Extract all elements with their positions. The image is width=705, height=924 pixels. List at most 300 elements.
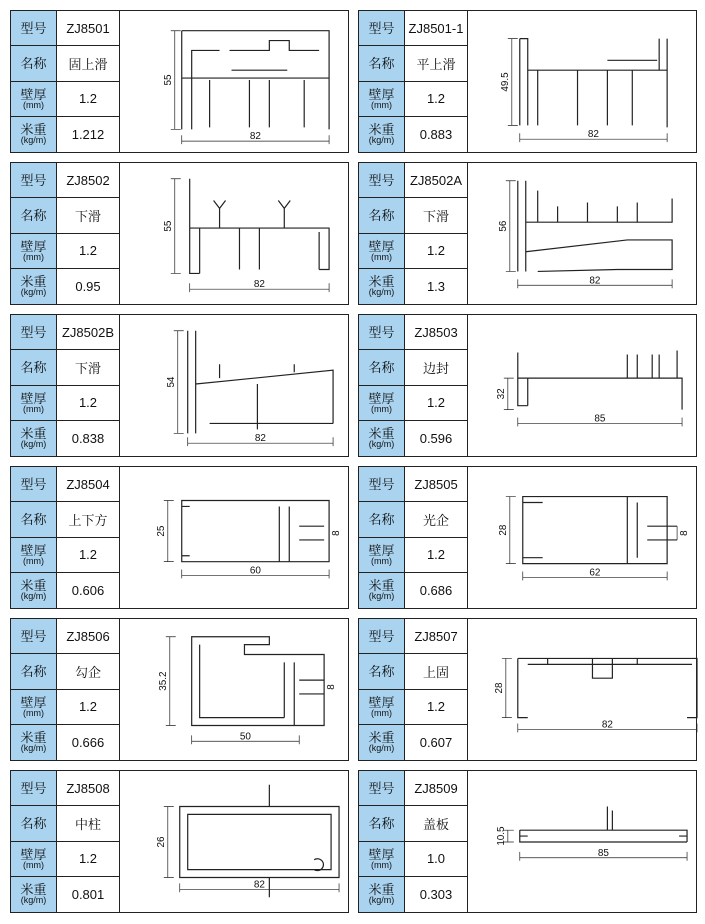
- width-dimension-label: 50: [239, 731, 251, 743]
- height-dimension-label: 56: [497, 220, 509, 232]
- weight-row: [11, 421, 119, 456]
- thickness-row: [359, 842, 467, 877]
- thickness-unit: (mm): [23, 251, 44, 262]
- profile-drawing: [119, 467, 350, 608]
- weight-value: 1.3: [426, 278, 446, 294]
- weight-row: [11, 725, 119, 760]
- weight-value: 0.666: [71, 734, 105, 750]
- profile-drawing: [119, 619, 350, 760]
- name-row: [359, 654, 467, 689]
- model-row: [11, 619, 119, 654]
- name-value: 固上滑: [68, 56, 108, 72]
- weight-label-cell: [359, 269, 405, 304]
- name-label: 名称: [368, 663, 395, 679]
- weight-label-cell: [359, 877, 405, 912]
- profile-section-drawing: [120, 771, 350, 912]
- profile-section-drawing: [468, 11, 698, 152]
- width-dimension-label: 82: [253, 279, 265, 291]
- weight-value: 0.686: [419, 582, 453, 598]
- thickness-row: [11, 690, 119, 725]
- name-value: 勾企: [74, 664, 101, 680]
- spec-table: [359, 315, 467, 456]
- thickness-label-cell: [359, 82, 405, 116]
- thickness-unit: (mm): [23, 403, 44, 414]
- profile-section-drawing: [468, 467, 698, 608]
- thickness-row: [359, 82, 467, 117]
- thickness-label-cell: [11, 386, 57, 420]
- model-label-cell: [359, 771, 405, 805]
- weight-row: [11, 877, 119, 912]
- model-row: [359, 771, 467, 806]
- model-label: 型号: [20, 324, 47, 340]
- profile-drawing: [119, 11, 350, 152]
- model-label: 型号: [368, 476, 395, 492]
- profile-card-zj8504: [10, 466, 349, 609]
- name-value: 上下方: [68, 512, 108, 528]
- profile-section-drawing: [120, 619, 350, 760]
- model-label: 型号: [20, 780, 47, 796]
- model-label-cell: [359, 315, 405, 349]
- thickness-label: 壁厚: [368, 542, 395, 558]
- name-value: 盖板: [422, 816, 449, 832]
- weight-unit: (kg/m): [368, 287, 395, 298]
- model-value: ZJ8501-1: [408, 20, 464, 36]
- profile-drawing: [467, 619, 698, 760]
- weight-row: [11, 573, 119, 608]
- name-label-cell: [359, 198, 405, 232]
- name-label: 名称: [368, 815, 395, 831]
- model-label-cell: [11, 11, 57, 45]
- thickness-value: 1.0: [426, 851, 446, 867]
- weight-label-cell: [359, 117, 405, 152]
- spec-table: [359, 163, 467, 304]
- name-label-cell: [11, 806, 57, 840]
- weight-row: [11, 117, 119, 152]
- spec-table: [359, 11, 467, 152]
- name-row: [359, 198, 467, 233]
- model-value: ZJ8502: [66, 172, 110, 188]
- name-label: 名称: [368, 207, 395, 223]
- thickness-value: 1.2: [78, 395, 98, 411]
- weight-label: 米重: [368, 274, 395, 290]
- weight-unit: (kg/m): [368, 439, 395, 450]
- thickness-unit: (mm): [371, 707, 392, 718]
- profile-outline: [518, 181, 672, 272]
- profile-card-zj8509: [358, 770, 697, 913]
- thickness-label-cell: [11, 690, 57, 724]
- model-label-cell: [359, 11, 405, 45]
- profile-section-drawing: [468, 771, 698, 912]
- profile-card-zj8507: [358, 618, 697, 761]
- name-value: 上固: [422, 664, 449, 680]
- weight-value: 0.883: [419, 126, 453, 142]
- height-dimension-label: 10.5: [495, 826, 507, 846]
- profile-outline: [523, 497, 677, 564]
- height-dimension-label: 54: [165, 376, 177, 388]
- thickness-value: 1.2: [78, 547, 98, 563]
- model-value: ZJ8503: [414, 324, 458, 340]
- weight-label-cell: [359, 421, 405, 456]
- thickness-unit: (mm): [371, 859, 392, 870]
- thickness-row: [11, 842, 119, 877]
- thickness-label: 壁厚: [368, 694, 395, 710]
- thickness-label-cell: [11, 234, 57, 268]
- weight-label-cell: [11, 725, 57, 760]
- thickness-row: [359, 386, 467, 421]
- name-label: 名称: [368, 55, 395, 71]
- name-value: 边封: [422, 360, 449, 376]
- thickness-label-cell: [359, 386, 405, 420]
- name-label: 名称: [20, 359, 47, 375]
- spec-table: [11, 163, 119, 304]
- name-label: 名称: [20, 207, 47, 223]
- weight-unit: (kg/m): [20, 895, 47, 906]
- name-value: 下滑: [74, 208, 101, 224]
- model-label: 型号: [20, 172, 47, 188]
- profile-drawing: [119, 771, 350, 912]
- thickness-unit: (mm): [371, 99, 392, 110]
- height-dimension-label: 25: [155, 525, 167, 537]
- weight-label: 米重: [20, 578, 47, 594]
- profile-drawing: [467, 467, 698, 608]
- name-label-cell: [359, 46, 405, 80]
- width-dimension-label: 62: [589, 567, 601, 579]
- profile-outline: [182, 501, 329, 562]
- profile-card-zj8505: [358, 466, 697, 609]
- thickness-value: 1.2: [78, 243, 98, 259]
- thickness-label: 壁厚: [20, 86, 47, 102]
- profile-card-zj8501-1: [358, 10, 697, 153]
- name-label-cell: [11, 350, 57, 384]
- model-value: ZJ8502A: [409, 172, 463, 188]
- name-value: 中柱: [74, 816, 101, 832]
- name-label: 名称: [368, 359, 395, 375]
- weight-row: [359, 573, 467, 608]
- thickness-unit: (mm): [371, 555, 392, 566]
- weight-unit: (kg/m): [368, 743, 395, 754]
- thickness-label: 壁厚: [20, 694, 47, 710]
- weight-unit: (kg/m): [20, 439, 47, 450]
- name-row: [359, 46, 467, 81]
- name-label-cell: [11, 46, 57, 80]
- profile-section-drawing: [120, 315, 350, 456]
- spec-table: [359, 771, 467, 912]
- spec-table: [11, 11, 119, 152]
- model-label-cell: [11, 619, 57, 653]
- weight-label: 米重: [368, 882, 395, 898]
- thickness-unit: (mm): [23, 555, 44, 566]
- weight-label-cell: [11, 877, 57, 912]
- name-row: [11, 806, 119, 841]
- profile-drawing: [467, 315, 698, 456]
- name-label-cell: [359, 502, 405, 536]
- profile-drawing: [119, 315, 350, 456]
- model-value: ZJ8502B: [61, 324, 115, 340]
- model-label: 型号: [20, 476, 47, 492]
- model-label-cell: [11, 315, 57, 349]
- name-label: 名称: [20, 55, 47, 71]
- weight-unit: (kg/m): [20, 135, 47, 146]
- spec-table: [11, 315, 119, 456]
- model-label-cell: [11, 771, 57, 805]
- weight-row: [359, 269, 467, 304]
- model-label-cell: [11, 163, 57, 197]
- profile-section-drawing: [120, 163, 350, 304]
- name-label: 名称: [20, 663, 47, 679]
- height-dimension-label: 35.2: [157, 671, 169, 691]
- spec-table: [359, 467, 467, 608]
- thickness-value: 1.2: [78, 699, 98, 715]
- thickness-value: 1.2: [426, 91, 446, 107]
- thickness-row: [11, 538, 119, 573]
- model-value: ZJ8506: [66, 628, 110, 644]
- width-dimension-label: 82: [589, 275, 601, 287]
- thickness-value: 1.2: [426, 395, 446, 411]
- weight-label: 米重: [368, 122, 395, 138]
- weight-row: [359, 117, 467, 152]
- thickness-row: [11, 234, 119, 269]
- slot-dimension-label: 8: [326, 684, 338, 690]
- weight-label-cell: [359, 725, 405, 760]
- profile-outline: [182, 31, 329, 130]
- profile-outline: [518, 658, 697, 717]
- name-label: 名称: [368, 511, 395, 527]
- thickness-row: [11, 82, 119, 117]
- name-row: [11, 350, 119, 385]
- thickness-unit: (mm): [371, 403, 392, 414]
- thickness-row: [359, 538, 467, 573]
- name-label-cell: [11, 654, 57, 688]
- width-dimension-label: 82: [601, 719, 613, 731]
- thickness-label: 壁厚: [368, 86, 395, 102]
- weight-label: 米重: [368, 730, 395, 746]
- thickness-unit: (mm): [23, 859, 44, 870]
- profile-card-zj8502b: [10, 314, 349, 457]
- model-row: [11, 467, 119, 502]
- weight-value: 1.212: [71, 126, 105, 142]
- profile-outline: [190, 179, 329, 274]
- weight-unit: (kg/m): [368, 135, 395, 146]
- height-dimension-label: 26: [155, 836, 167, 848]
- model-value: ZJ8508: [66, 780, 110, 796]
- model-row: [359, 163, 467, 198]
- name-value: 平上滑: [416, 56, 456, 72]
- name-row: [359, 806, 467, 841]
- name-label: 名称: [20, 815, 47, 831]
- weight-label-cell: [11, 421, 57, 456]
- thickness-unit: (mm): [23, 707, 44, 718]
- height-dimension-label: 55: [162, 220, 174, 232]
- thickness-row: [359, 234, 467, 269]
- spec-table: [11, 771, 119, 912]
- weight-value: 0.607: [419, 734, 453, 750]
- weight-label: 米重: [368, 426, 395, 442]
- model-label: 型号: [20, 628, 47, 644]
- spec-table: [359, 619, 467, 760]
- profile-card-zj8502a: [358, 162, 697, 305]
- weight-label-cell: [11, 117, 57, 152]
- profile-outline: [192, 637, 324, 726]
- profile-drawing: [467, 771, 698, 912]
- model-label: 型号: [368, 780, 395, 796]
- model-row: [11, 315, 119, 350]
- width-dimension-label: 85: [594, 413, 606, 425]
- thickness-label-cell: [359, 234, 405, 268]
- name-row: [11, 502, 119, 537]
- weight-label: 米重: [368, 578, 395, 594]
- model-row: [11, 771, 119, 806]
- model-label: 型号: [20, 20, 47, 36]
- slot-dimension-label: 8: [331, 530, 343, 536]
- thickness-label: 壁厚: [20, 238, 47, 254]
- spec-table: [11, 619, 119, 760]
- thickness-label: 壁厚: [20, 846, 47, 862]
- name-value: 光企: [422, 512, 449, 528]
- weight-row: [11, 269, 119, 304]
- thickness-label-cell: [11, 842, 57, 876]
- model-label: 型号: [368, 20, 395, 36]
- thickness-value: 1.2: [426, 243, 446, 259]
- model-row: [11, 163, 119, 198]
- model-row: [359, 11, 467, 46]
- model-row: [359, 467, 467, 502]
- height-dimension-label: 49.5: [499, 72, 511, 92]
- weight-value: 0.95: [75, 278, 101, 294]
- thickness-value: 1.2: [426, 699, 446, 715]
- profile-drawing: [119, 163, 350, 304]
- name-label-cell: [359, 350, 405, 384]
- spec-table: [11, 467, 119, 608]
- model-row: [359, 619, 467, 654]
- model-value: ZJ8501: [66, 20, 110, 36]
- weight-label-cell: [11, 269, 57, 304]
- thickness-label-cell: [359, 690, 405, 724]
- weight-value: 0.303: [419, 886, 453, 902]
- model-label: 型号: [368, 628, 395, 644]
- model-label-cell: [359, 467, 405, 501]
- weight-unit: (kg/m): [368, 895, 395, 906]
- profile-outline: [520, 806, 687, 841]
- thickness-label: 壁厚: [368, 846, 395, 862]
- name-row: [359, 502, 467, 537]
- name-label-cell: [11, 502, 57, 536]
- weight-unit: (kg/m): [20, 743, 47, 754]
- name-row: [11, 198, 119, 233]
- model-value: ZJ8504: [66, 476, 110, 492]
- slot-dimension-label: 8: [679, 530, 691, 536]
- profile-section-drawing: [120, 11, 350, 152]
- profile-section-drawing: [120, 467, 350, 608]
- weight-unit: (kg/m): [368, 591, 395, 602]
- weight-value: 0.596: [419, 430, 453, 446]
- name-row: [11, 654, 119, 689]
- weight-label-cell: [359, 573, 405, 608]
- height-dimension-label: 32: [495, 388, 507, 400]
- width-dimension-label: 82: [253, 879, 265, 891]
- thickness-row: [11, 386, 119, 421]
- model-label: 型号: [368, 172, 395, 188]
- profile-card-zj8501: [10, 10, 349, 153]
- weight-label: 米重: [20, 274, 47, 290]
- profile-outline: [518, 350, 682, 409]
- thickness-value: 1.2: [78, 851, 98, 867]
- profile-section-drawing: [468, 315, 698, 456]
- name-label-cell: [11, 198, 57, 232]
- thickness-unit: (mm): [23, 99, 44, 110]
- model-value: ZJ8507: [414, 628, 458, 644]
- weight-label: 米重: [20, 882, 47, 898]
- height-dimension-label: 55: [162, 74, 174, 86]
- model-label: 型号: [368, 324, 395, 340]
- height-dimension-label: 28: [493, 682, 505, 694]
- height-dimension-label: 28: [497, 524, 509, 536]
- width-dimension-label: 82: [249, 131, 261, 143]
- thickness-value: 1.2: [78, 91, 98, 107]
- profile-card-zj8508: [10, 770, 349, 913]
- model-label-cell: [359, 163, 405, 197]
- name-row: [11, 46, 119, 81]
- thickness-label: 壁厚: [20, 390, 47, 406]
- thickness-unit: (mm): [371, 251, 392, 262]
- profile-section-drawing: [468, 163, 698, 304]
- name-label-cell: [359, 654, 405, 688]
- thickness-label-cell: [11, 82, 57, 116]
- weight-value: 0.606: [71, 582, 105, 598]
- profile-outline: [188, 331, 333, 434]
- width-dimension-label: 60: [249, 565, 261, 577]
- name-label: 名称: [20, 511, 47, 527]
- weight-unit: (kg/m): [20, 591, 47, 602]
- thickness-label: 壁厚: [368, 238, 395, 254]
- thickness-label-cell: [11, 538, 57, 572]
- weight-value: 0.838: [71, 430, 105, 446]
- weight-label: 米重: [20, 122, 47, 138]
- weight-value: 0.801: [71, 886, 105, 902]
- weight-row: [359, 877, 467, 912]
- thickness-label-cell: [359, 842, 405, 876]
- weight-row: [359, 421, 467, 456]
- name-label-cell: [359, 806, 405, 840]
- profile-section-drawing: [468, 619, 698, 760]
- name-value: 下滑: [422, 208, 449, 224]
- weight-label: 米重: [20, 730, 47, 746]
- width-dimension-label: 82: [587, 129, 599, 141]
- profile-drawing: [467, 163, 698, 304]
- width-dimension-label: 85: [597, 847, 609, 859]
- profile-card-zj8506: [10, 618, 349, 761]
- thickness-value: 1.2: [426, 547, 446, 563]
- model-row: [359, 315, 467, 350]
- model-label-cell: [359, 619, 405, 653]
- name-row: [359, 350, 467, 385]
- model-value: ZJ8509: [414, 780, 458, 796]
- weight-label-cell: [11, 573, 57, 608]
- weight-unit: (kg/m): [20, 287, 47, 298]
- model-label-cell: [11, 467, 57, 501]
- thickness-label-cell: [359, 538, 405, 572]
- weight-label: 米重: [20, 426, 47, 442]
- width-dimension-label: 82: [254, 433, 266, 445]
- name-value: 下滑: [74, 360, 101, 376]
- model-value: ZJ8505: [414, 476, 458, 492]
- thickness-row: [359, 690, 467, 725]
- profile-card-zj8502: [10, 162, 349, 305]
- model-row: [11, 11, 119, 46]
- profile-outline: [520, 39, 667, 128]
- profile-card-zj8503: [358, 314, 697, 457]
- profile-drawing: [467, 11, 698, 152]
- thickness-label: 壁厚: [20, 542, 47, 558]
